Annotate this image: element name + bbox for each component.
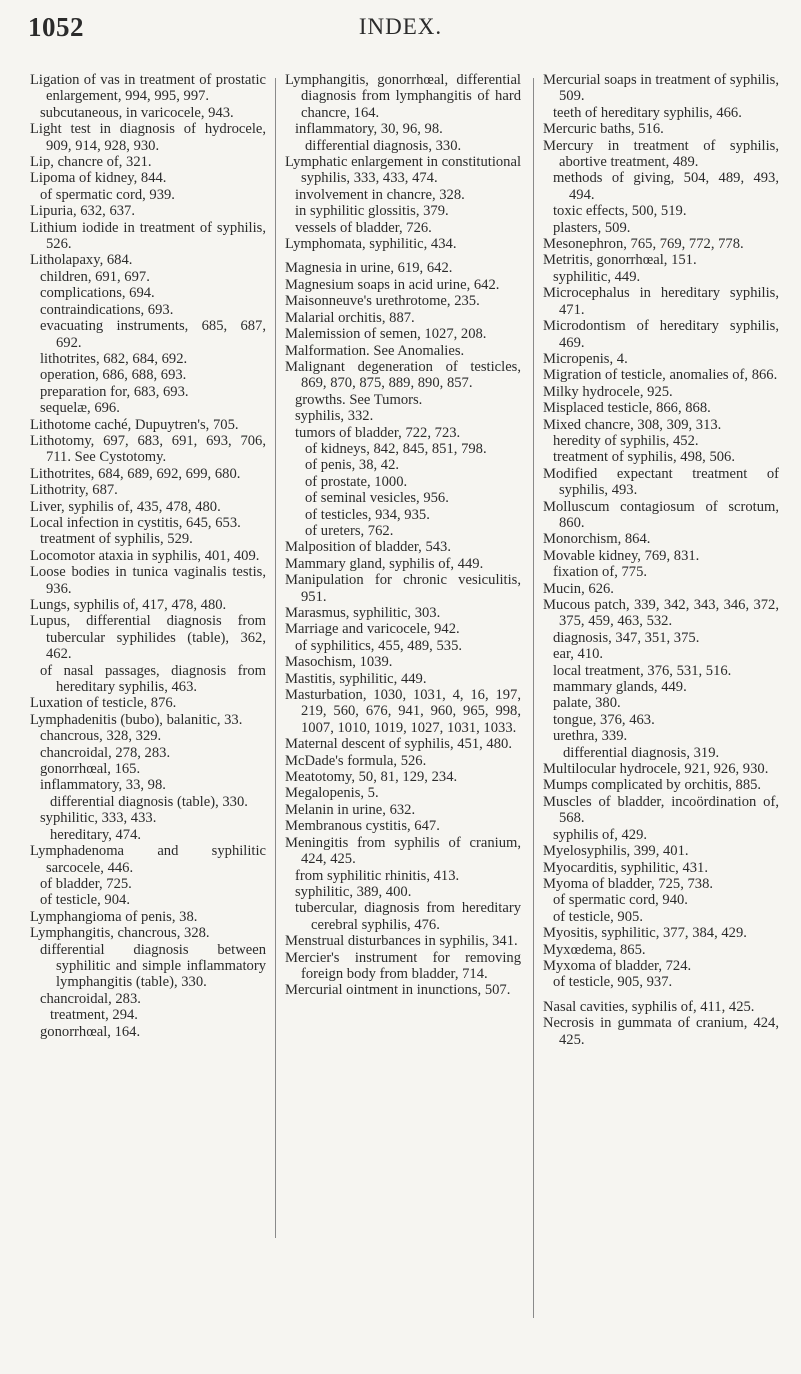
index-entry: Malformation. See Anomalies. bbox=[285, 342, 465, 359]
index-entry: syphilis, 332. bbox=[295, 408, 374, 425]
index-entry: of spermatic cord, 940. bbox=[553, 892, 688, 909]
index-entry: Mercier's instrument for removing foreign body from bladder, 714. bbox=[285, 949, 521, 982]
index-entry: Muscles of bladder, incoördination of, 568. bbox=[543, 793, 779, 827]
index-entry: Malposition of bladder, 543. bbox=[285, 539, 452, 556]
index-entry: of ureters, 762. bbox=[305, 522, 394, 539]
index-entry: plasters, 509. bbox=[553, 219, 631, 236]
page-number: 1052 bbox=[28, 12, 84, 42]
index-entry: fixation of, 775. bbox=[553, 564, 648, 581]
index-entry: Lymphomata, syphilitic, 434. bbox=[285, 236, 457, 253]
index-entry: Malarial orchitis, 887. bbox=[285, 309, 415, 326]
index-entry: local treatment, 376, 531, 516. bbox=[553, 662, 732, 679]
index-entry: treatment of syphilis, 529. bbox=[40, 531, 193, 548]
index-entry: Melanin in urine, 632. bbox=[285, 801, 416, 818]
index-entry: growths. See Tumors. bbox=[295, 391, 423, 408]
index-entry: Myoma of bladder, 725, 738. bbox=[543, 875, 714, 892]
index-entry: Necrosis in gummata of cranium, 424, 425. bbox=[543, 1015, 779, 1048]
index-entry: Lungs, syphilis of, 417, 478, 480. bbox=[30, 597, 227, 613]
index-entry: contraindications, 693. bbox=[40, 301, 174, 318]
index-entry: Local infection in cystitis, 645, 653. bbox=[30, 514, 241, 531]
index-entry: of nasal passages, diagnosis from hereditary syphilis, 463. bbox=[40, 662, 266, 696]
index-entry: Molluscum contagiosum of scrotum, 860. bbox=[543, 498, 779, 531]
index-entry: Lipuria, 632, 637. bbox=[30, 203, 135, 220]
index-entry: syphilis of, 429. bbox=[553, 826, 648, 843]
index-entry: evacuating instruments, 685, 687, 692. bbox=[40, 318, 266, 351]
index-entry: of spermatic cord, 939. bbox=[40, 186, 175, 203]
index-entry: Myxoma of bladder, 724. bbox=[543, 957, 692, 974]
index-entry: Lymphatic enlargement in constitutional syphilis, 333, 433, 474. bbox=[285, 154, 522, 187]
index-entry: differential diagnosis between syphilitic and simple inflammatory lymphangitis (table), 330. bbox=[40, 941, 266, 991]
index-entry: syphilitic, 449. bbox=[553, 268, 641, 285]
index-entry: Mercury in treatment of syphilis, abortive treatment, 489. bbox=[543, 137, 779, 171]
index-entry: differential diagnosis (table), 330. bbox=[50, 793, 248, 810]
index-entry: of testicle, 904. bbox=[40, 892, 130, 909]
index-entry: Mercuric baths, 516. bbox=[543, 121, 664, 138]
index-entry: vessels of bladder, 726. bbox=[295, 219, 432, 236]
index-entry: treatment, 294. bbox=[50, 1007, 138, 1024]
index-entry: Lip, chancre of, 321. bbox=[30, 154, 152, 171]
index-entry: Maisonneuve's urethrotome, 235. bbox=[285, 293, 480, 310]
index-entry: Lithotomy, 697, 683, 691, 693, 706, 711. See Cystotomy. bbox=[30, 432, 266, 466]
index-entry: Lupus, differential diagnosis from tubercular syphilides (table), 362, 462. bbox=[30, 613, 266, 663]
index-entry: Manipulation for chronic vesiculitis, 951. bbox=[285, 572, 521, 605]
index-entry: Myocarditis, syphilitic, 431. bbox=[543, 859, 708, 876]
index-entry: Lipoma of kidney, 844. bbox=[30, 170, 167, 187]
index-entry: Nasal cavities, syphilis of, 411, 425. bbox=[543, 998, 755, 1015]
index-entry: sequelæ, 696. bbox=[40, 400, 120, 417]
index-entry: Lymphangioma of penis, 38. bbox=[30, 908, 198, 925]
index-entry: Litholapaxy, 684. bbox=[30, 252, 133, 269]
index-entry: Magnesia in urine, 619, 642. bbox=[285, 260, 453, 277]
index-entry: Microcephalus in hereditary syphilis, 471. bbox=[543, 285, 779, 318]
index-entry: Milky hydrocele, 925. bbox=[543, 383, 673, 400]
index-entry: Mucous patch, 339, 342, 343, 346, 372, 375, 459, 463, 532. bbox=[543, 597, 779, 630]
index-entry: Mumps complicated by orchitis, 885. bbox=[543, 777, 762, 794]
index-entry: Lymphangitis, gonorrhœal, differential diagnosis from lymphangitis of hard chancre, 164. bbox=[285, 72, 521, 121]
index-entry: Marasmus, syphilitic, 303. bbox=[285, 605, 441, 621]
index-entry: complications, 694. bbox=[40, 285, 155, 302]
index-entry: Microdontism of hereditary syphilis, 469. bbox=[543, 318, 779, 351]
index-entry: in syphilitic glossitis, 379. bbox=[295, 203, 449, 220]
index-entry: Lithotome caché, Dupuytren's, 705. bbox=[30, 416, 239, 433]
index-entry: chancrous, 328, 329. bbox=[40, 728, 162, 745]
index-entry: syphilitic, 333, 433. bbox=[40, 810, 157, 827]
index-entry: McDade's formula, 526. bbox=[285, 752, 427, 769]
index-entry: Menstrual disturbances in syphilis, 341. bbox=[285, 933, 518, 950]
index-entry: of testicle, 905. bbox=[553, 908, 643, 925]
index-entry: of prostate, 1000. bbox=[305, 473, 408, 490]
index-entry: Meningitis from syphilis of cranium, 424, 425. bbox=[285, 834, 521, 868]
index-entry: chancroidal, 278, 283. bbox=[40, 744, 171, 761]
index-entry: of bladder, 725. bbox=[40, 875, 132, 892]
index-entry: Myxœdema, 865. bbox=[543, 941, 646, 958]
index-entry: Mercurial ointment in inunctions, 507. bbox=[285, 982, 511, 999]
index-entry: urethra, 339. bbox=[553, 728, 628, 745]
index-column-2 bbox=[285, 72, 521, 999]
index-entry: from syphilitic rhinitis, 413. bbox=[295, 867, 460, 884]
column-divider bbox=[275, 78, 276, 1238]
index-entry: Megalopenis, 5. bbox=[285, 785, 379, 802]
index-entry: Myelosyphilis, 399, 401. bbox=[543, 843, 689, 860]
page-title: INDEX. bbox=[358, 14, 443, 39]
index-entry: preparation for, 683, 693. bbox=[40, 383, 189, 400]
index-entry: children, 691, 697. bbox=[40, 268, 150, 285]
index-entry: Maternal descent of syphilis, 451, 480. bbox=[285, 736, 512, 753]
index-entry: syphilitic, 389, 400. bbox=[295, 883, 412, 900]
index-entry: Myositis, syphilitic, 377, 384, 429. bbox=[543, 925, 747, 942]
index-entry: tumors of bladder, 722, 723. bbox=[295, 424, 461, 441]
index-entry: treatment of syphilis, 498, 506. bbox=[553, 449, 735, 466]
column-divider bbox=[533, 78, 534, 1318]
index-entry: Malignant degeneration of testicles, 869, 870, 875, 889, 890, 857. bbox=[285, 358, 521, 392]
index-entry: tongue, 376, 463. bbox=[553, 711, 655, 728]
index-entry: operation, 686, 688, 693. bbox=[40, 367, 187, 384]
index-entry: Mammary gland, syphilis of, 449. bbox=[285, 555, 484, 572]
index-entry: of penis, 38, 42. bbox=[305, 457, 400, 474]
index-entry: gonorrhœal, 164. bbox=[40, 1023, 141, 1040]
index-entry: Membranous cystitis, 647. bbox=[285, 818, 440, 835]
index-entry: toxic effects, 500, 519. bbox=[553, 203, 687, 220]
index-entry: Masturbation, 1030, 1031, 4, 16, 197, 219, 560, 676, 941, 960, 965, 998, 1007, 1010, 1019, 1027, 1031, 1033. bbox=[285, 687, 521, 736]
index-entry: Mucin, 626. bbox=[543, 580, 614, 597]
index-entry: chancroidal, 283. bbox=[40, 990, 141, 1007]
index-entry: gonorrhœal, 165. bbox=[40, 761, 141, 778]
index-entry: of syphilitics, 455, 489, 535. bbox=[295, 637, 463, 654]
index-entry: Light test in diagnosis of hydrocele, 909, 914, 928, 930. bbox=[30, 121, 266, 154]
index-entry: of testicles, 934, 935. bbox=[305, 506, 430, 523]
index-entry: differential diagnosis, 330. bbox=[305, 137, 462, 154]
index-entry: Locomotor ataxia in syphilis, 401, 409. bbox=[30, 547, 260, 564]
index-entry: Luxation of testicle, 876. bbox=[30, 695, 177, 712]
index-column-3 bbox=[543, 72, 779, 1048]
index-entry: diagnosis, 347, 351, 375. bbox=[553, 629, 700, 646]
index-entry: Mixed chancre, 308, 309, 313. bbox=[543, 416, 722, 433]
index-entry: inflammatory, 30, 96, 98. bbox=[295, 121, 443, 138]
index-entry: Marriage and varicocele, 942. bbox=[285, 621, 460, 638]
index-entry: of seminal vesicles, 956. bbox=[305, 490, 449, 507]
index-entry: Lymphangitis, chancrous, 328. bbox=[30, 925, 210, 942]
index-entry: heredity of syphilis, 452. bbox=[553, 432, 699, 449]
index-entry: Lymphadenitis (bubo), balanitic, 33. bbox=[30, 711, 243, 728]
index-entry: Loose bodies in tunica vaginalis testis, 936. bbox=[30, 564, 266, 597]
index-entry: mammary glands, 449. bbox=[553, 679, 687, 696]
index-entry: Misplaced testicle, 866, 868. bbox=[543, 400, 711, 417]
index-entry: teeth of hereditary syphilis, 466. bbox=[553, 104, 742, 121]
index-entry: Movable kidney, 769, 831. bbox=[543, 547, 700, 564]
index-entry: Micropenis, 4. bbox=[543, 350, 628, 367]
index-entry: Mesonephron, 765, 769, 772, 778. bbox=[543, 236, 744, 253]
index-entry: palate, 380. bbox=[553, 695, 621, 712]
index-entry: Mercurial soaps in treatment of syphilis, 509. bbox=[543, 72, 779, 105]
index-entry: hereditary, 474. bbox=[50, 826, 142, 843]
index-entry: ear, 410. bbox=[553, 646, 604, 663]
index-entry: Monorchism, 864. bbox=[543, 531, 651, 548]
index-entry: of testicle, 905, 937. bbox=[553, 974, 673, 991]
index-column-1 bbox=[30, 72, 266, 1040]
index-entry: methods of giving, 504, 489, 493, 494. bbox=[553, 170, 779, 203]
index-entry: Lithium iodide in treatment of syphilis, 526. bbox=[30, 219, 266, 253]
index-entry: Mastitis, syphilitic, 449. bbox=[285, 670, 427, 687]
index-entry: inflammatory, 33, 98. bbox=[40, 777, 166, 794]
index-entry: Lithotrity, 687. bbox=[30, 482, 118, 499]
index-entry: Magnesium soaps in acid urine, 642. bbox=[285, 276, 500, 293]
index-entry: Meatotomy, 50, 81, 129, 234. bbox=[285, 769, 458, 786]
index-entry: differential diagnosis, 319. bbox=[563, 744, 720, 761]
index-entry: Masochism, 1039. bbox=[285, 654, 393, 671]
index-entry: Ligation of vas in treatment of prostatic enlargement, 994, 995, 997. bbox=[30, 72, 266, 105]
index-entry: Modified expectant treatment of syphilis, 493. bbox=[543, 465, 779, 499]
index-entry: Malemission of semen, 1027, 208. bbox=[285, 326, 487, 343]
index-entry: Liver, syphilis of, 435, 478, 480. bbox=[30, 498, 221, 515]
index-entry: subcutaneous, in varicocele, 943. bbox=[40, 104, 234, 121]
index-entry: Lymphadenoma and syphilitic sarcocele, 446. bbox=[30, 843, 266, 876]
index-entry: involvement in chancre, 328. bbox=[295, 186, 465, 203]
index-entry: tubercular, diagnosis from hereditary cerebral syphilis, 476. bbox=[295, 900, 521, 933]
index-entry: of kidneys, 842, 845, 851, 798. bbox=[305, 440, 487, 457]
index-entry: Metritis, gonorrhœal, 151. bbox=[543, 252, 697, 269]
index-entry: lithotrites, 682, 684, 692. bbox=[40, 350, 188, 367]
index-entry: Migration of testicle, anomalies of, 866. bbox=[543, 367, 778, 384]
index-entry: Lithotrites, 684, 689, 692, 699, 680. bbox=[30, 465, 241, 482]
index-entry: Multilocular hydrocele, 921, 926, 930. bbox=[543, 761, 769, 778]
